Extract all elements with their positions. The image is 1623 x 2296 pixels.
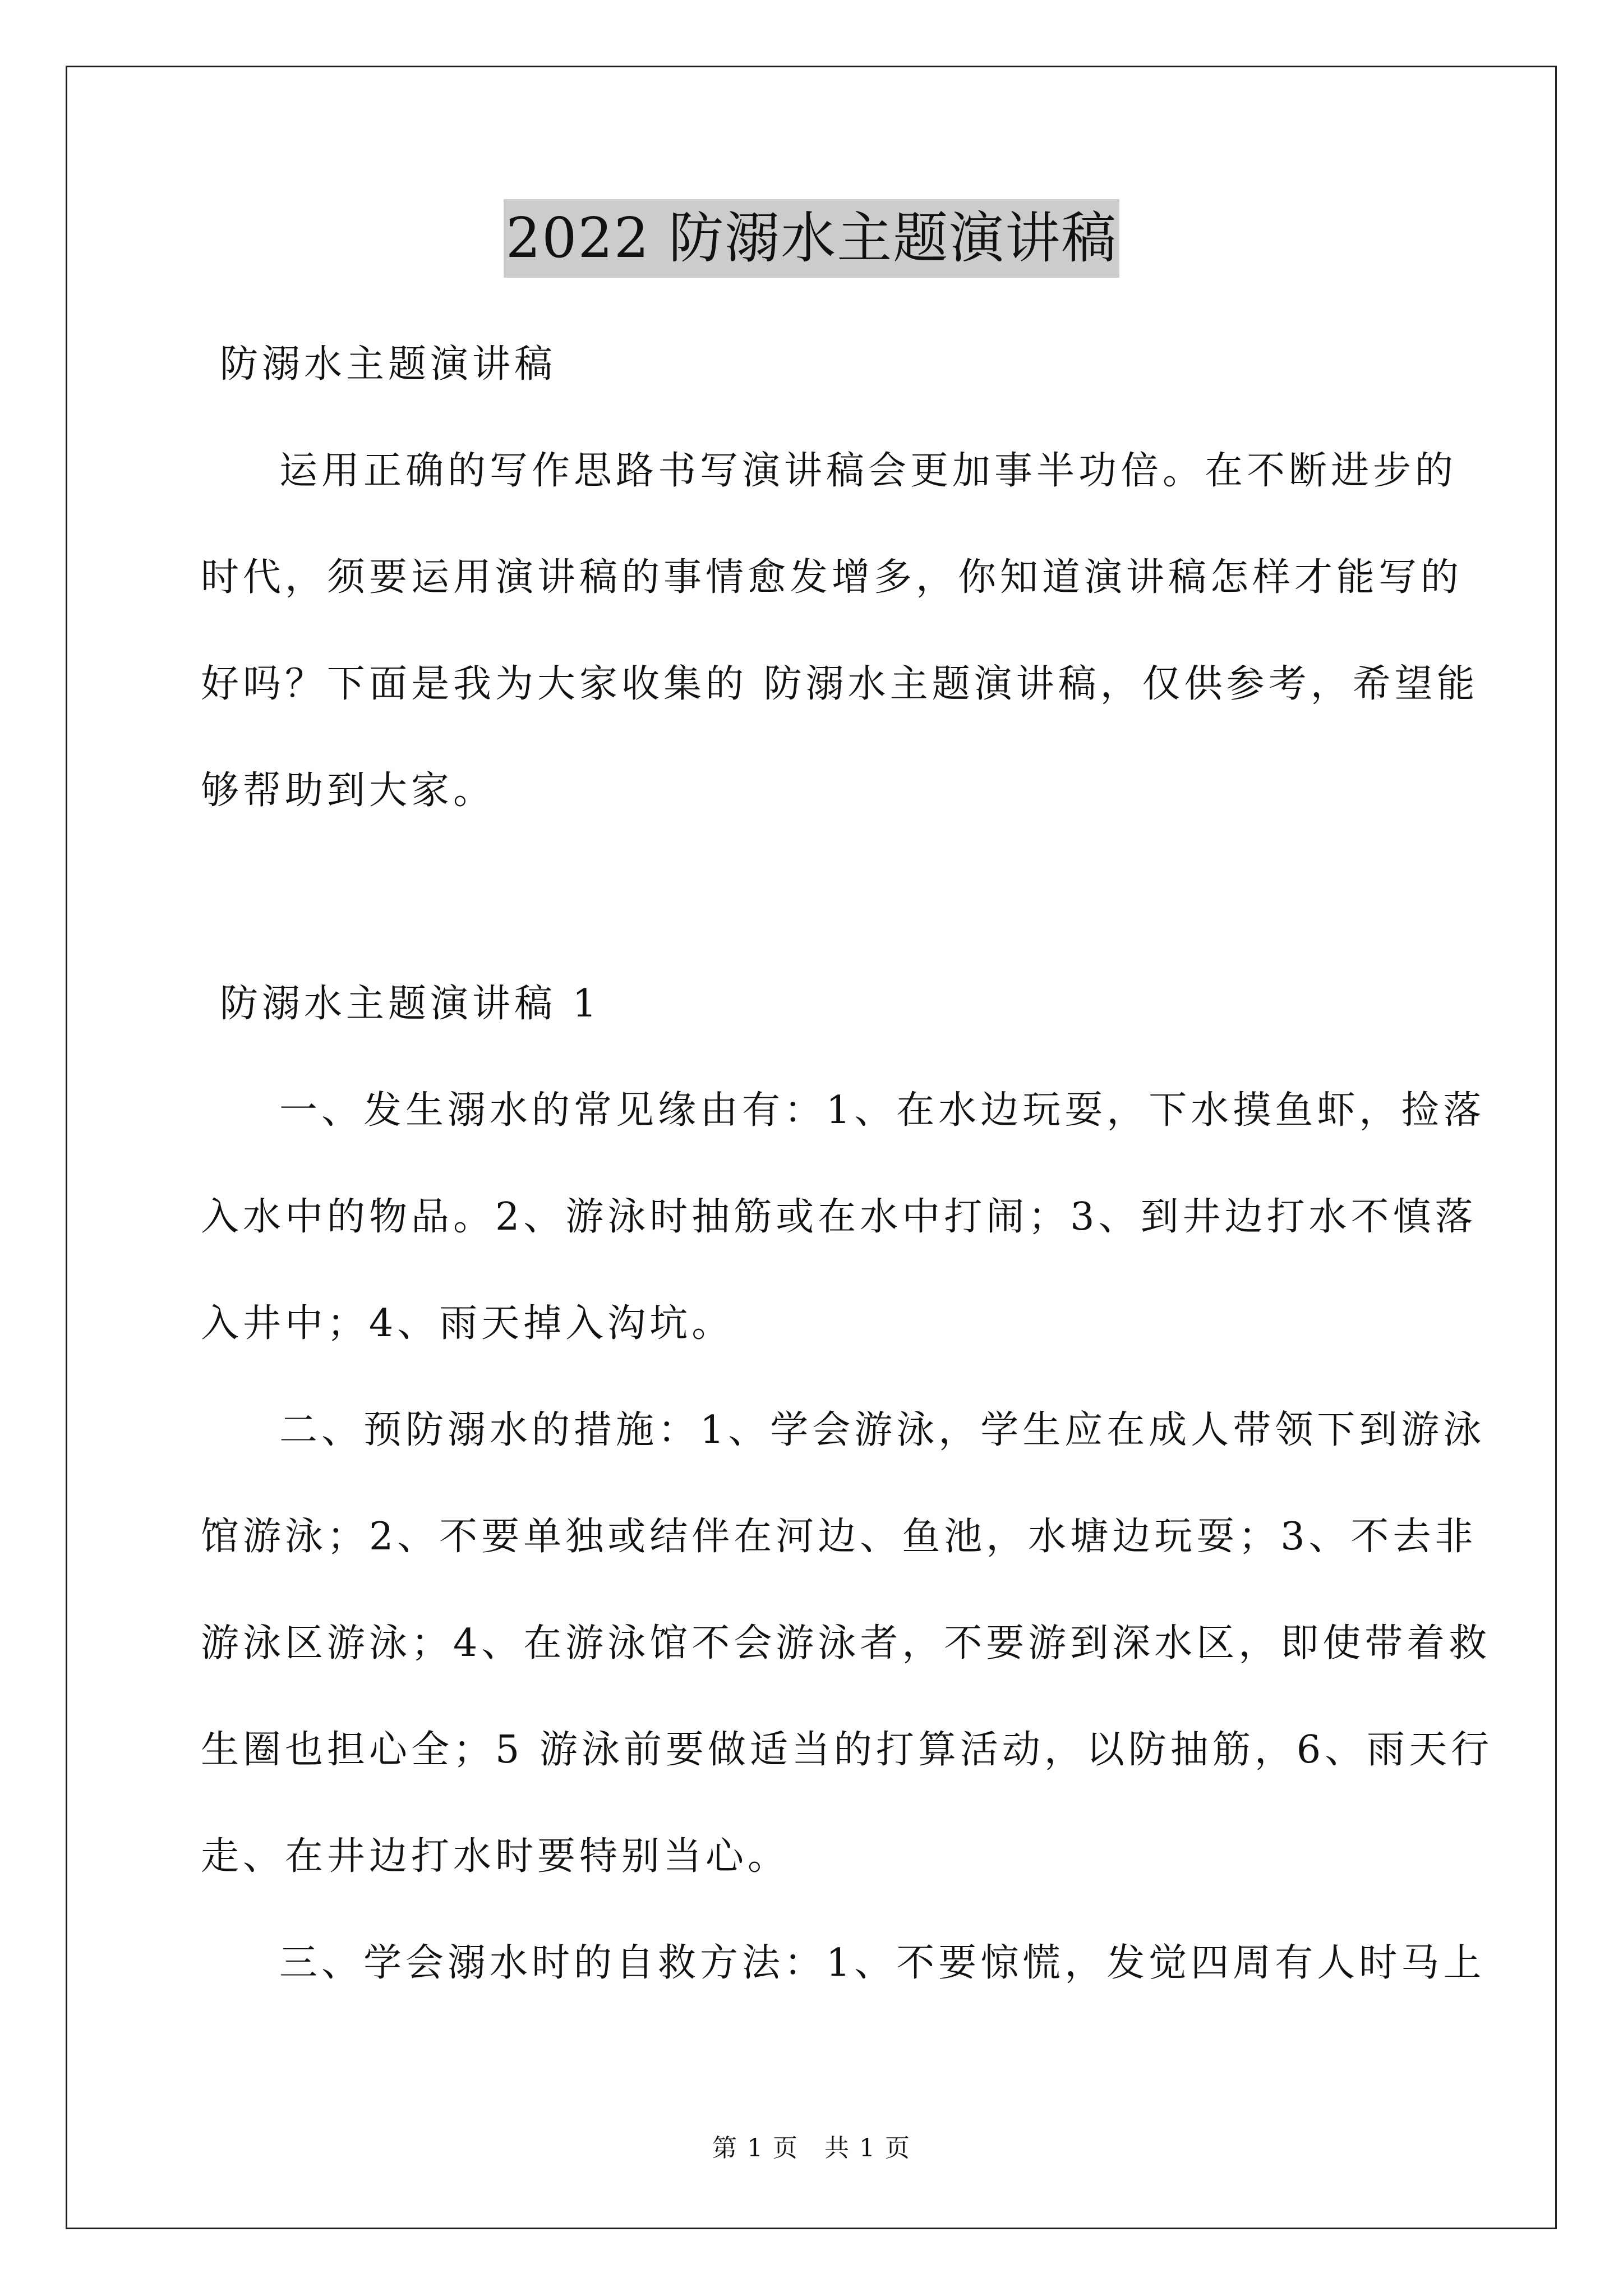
paragraph-line: 入井中；4、雨天掉入沟坑。 [201, 1301, 734, 1346]
intro-line: 时代，须要运用演讲稿的事情愈发增多，你知道演讲稿怎样才能写的 [201, 555, 1463, 600]
paragraph-line: 游泳区游泳；4、在游泳馆不会游泳者，不要游到深水区，即使带着救 [201, 1621, 1491, 1665]
paragraph-line: 入水中的物品。2、游泳时抽筋或在水中打闹；3、到井边打水不慎落 [201, 1195, 1477, 1239]
document-title: 2022 防溺水主题演讲稿 [504, 199, 1120, 278]
paragraph-line: 生圈也担心全；5 游泳前要做适当的打算活动，以防抽筋，6、雨天行 [201, 1728, 1493, 1772]
intro-line: 好吗？下面是我为大家收集的 防溺水主题演讲稿，仅供参考，希望能 [201, 662, 1479, 706]
intro-line: 够帮助到大家。 [201, 769, 496, 813]
blank-line [201, 844, 1435, 951]
paragraph-line: 一、发生溺水的常见缘由有：1、在水边玩耍，下水摸鱼虾，捡落 [279, 1088, 1486, 1133]
intro-line: 运用正确的写作思路书写演讲稿会更加事半功倍。在不断进步的 [279, 449, 1458, 493]
paragraph-line: 走、在井边打水时要特别当心。 [201, 1834, 790, 1879]
page-footer: 第 1 页 共 1 页 [712, 2134, 911, 2162]
subtitle: 防溺水主题演讲稿 [220, 342, 557, 386]
paragraph-line: 二、预防溺水的措施：1、学会游泳，学生应在成人带领下到游泳 [279, 1408, 1486, 1452]
section-heading: 防溺水主题演讲稿 1 [220, 982, 601, 1026]
document-title-wrap [0, 199, 1623, 278]
paragraph-line: 三、学会溺水时的自救方法：1、不要惊慌，发觉四周有人时马上 [279, 1941, 1486, 1985]
paragraph-line: 馆游泳；2、不要单独或结伴在河边、鱼池，水塘边玩耍；3、不去非 [201, 1515, 1477, 1559]
document-body [201, 311, 1493, 2017]
